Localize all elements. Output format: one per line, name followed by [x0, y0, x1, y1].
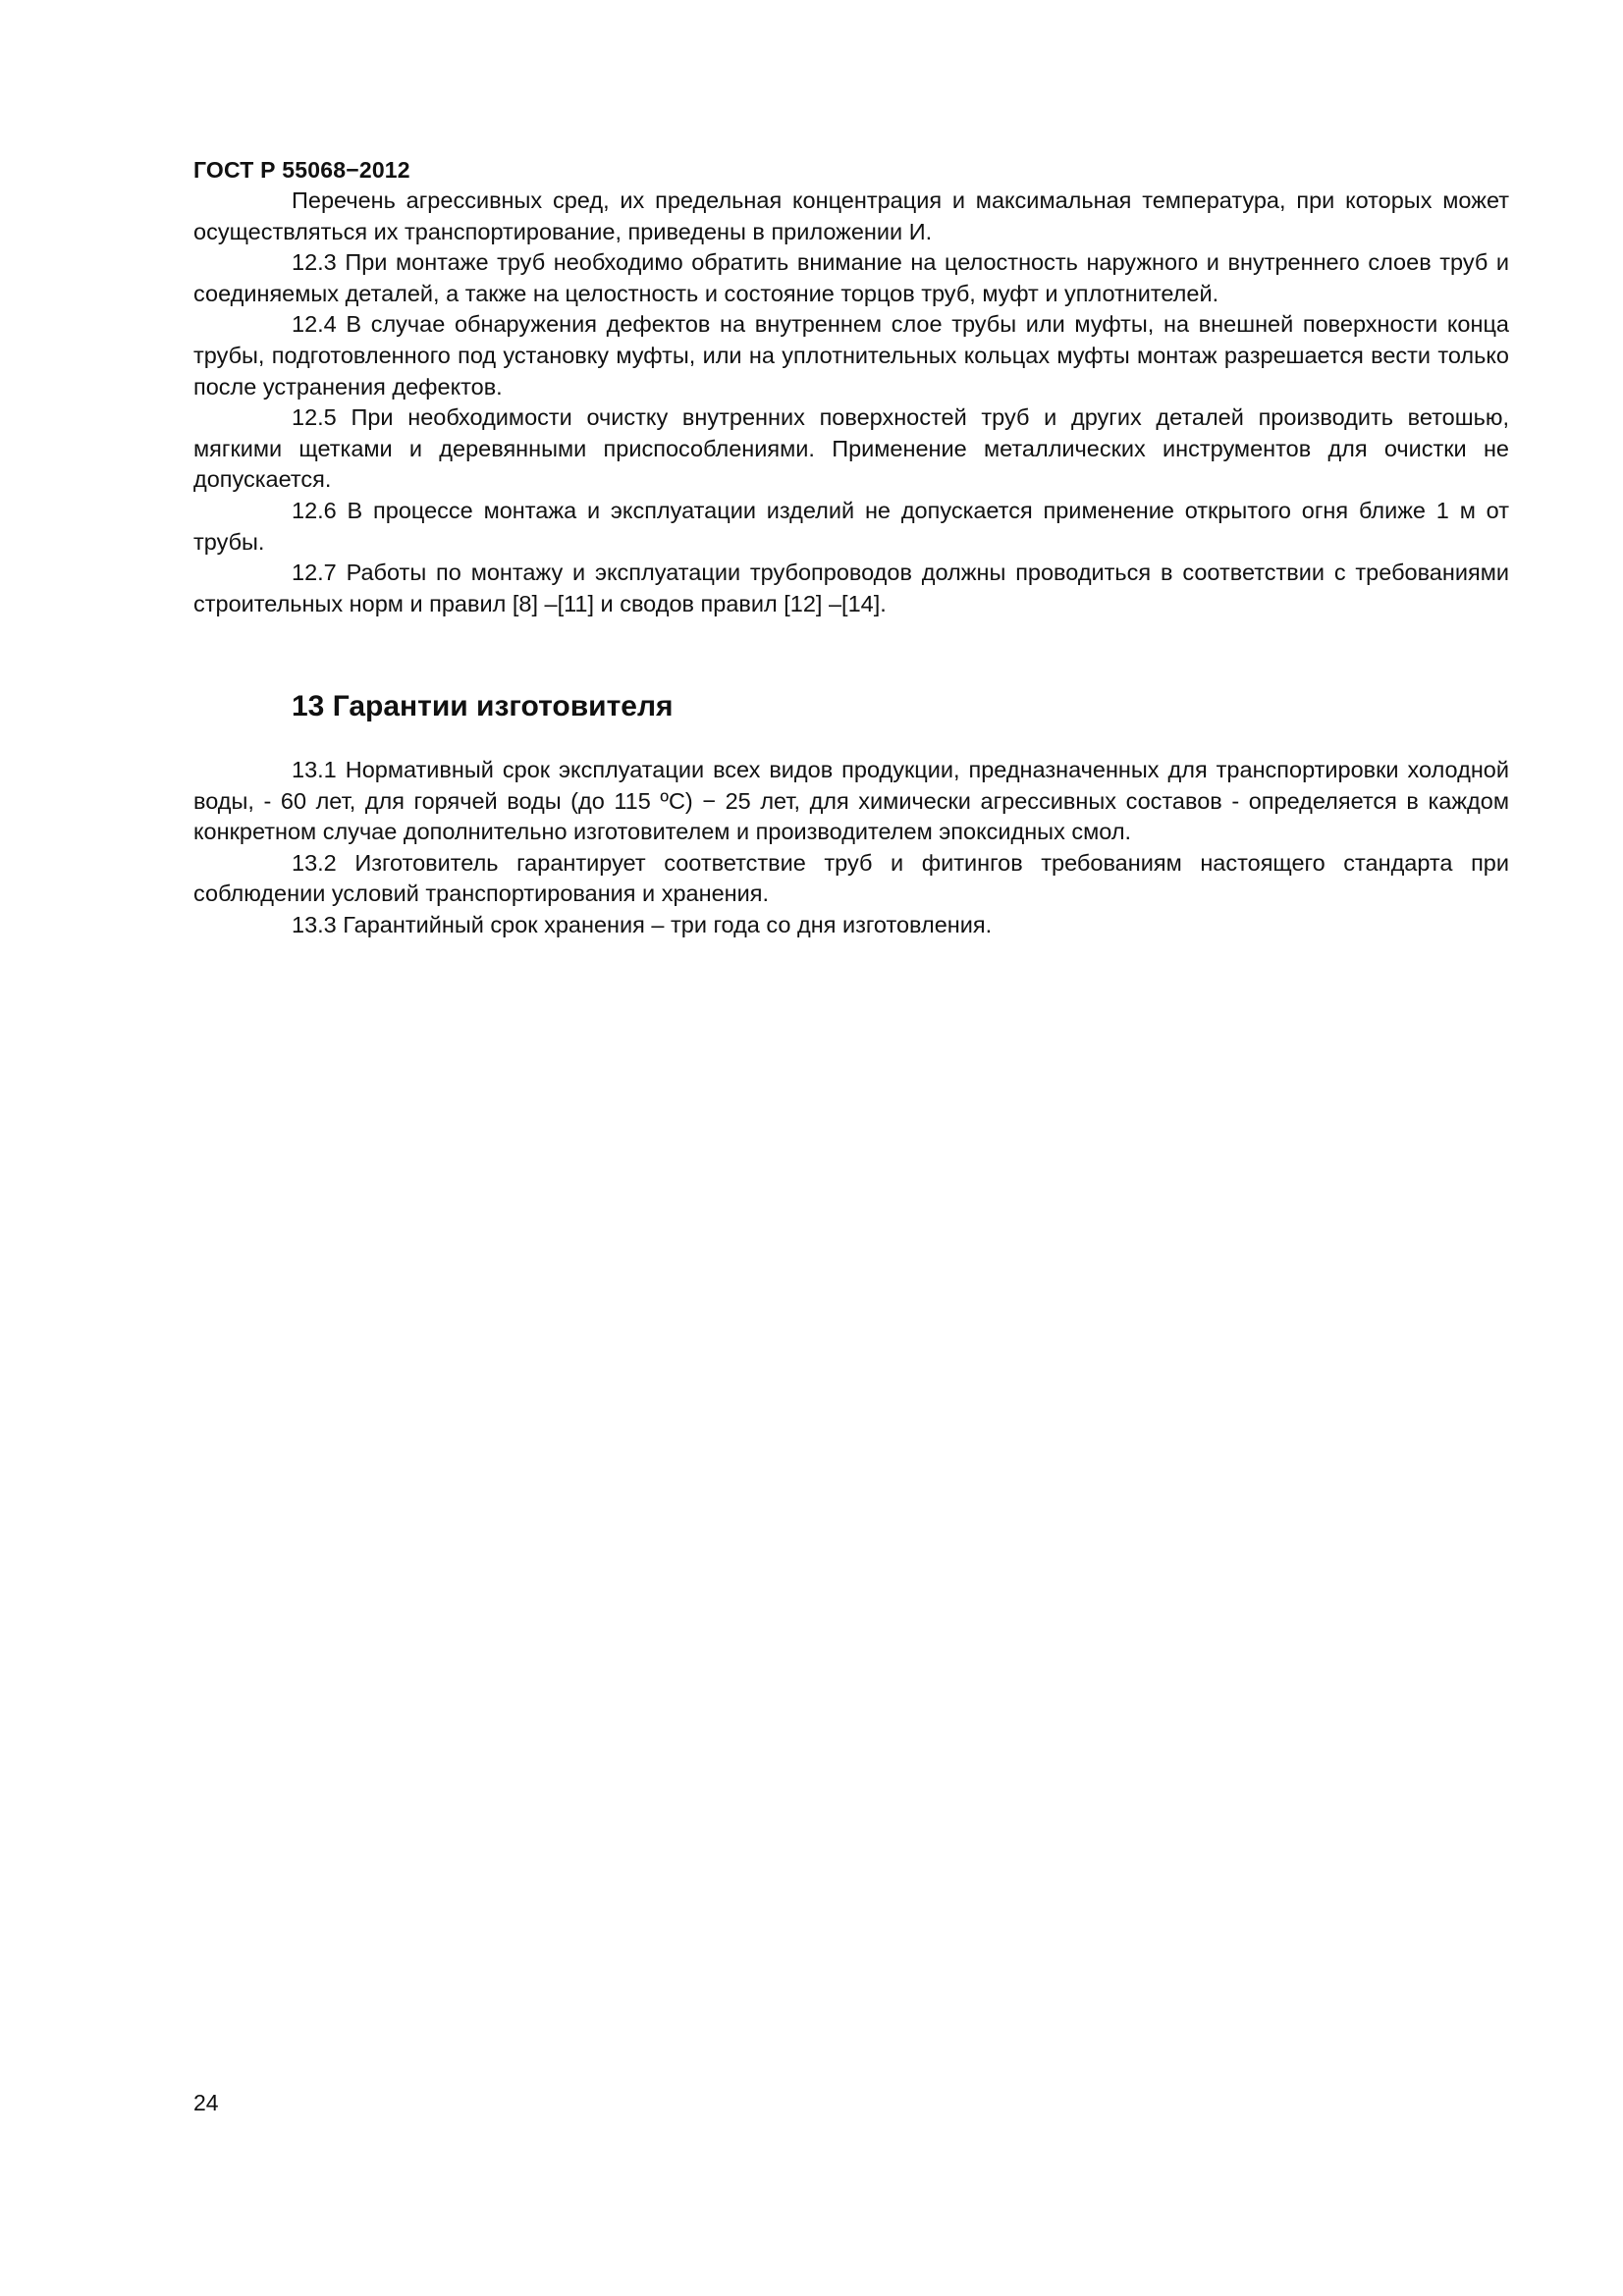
- paragraph-aggressive-media: Перечень агрессивных сред, их предельная концентрация и максимальная температура, при которых может осуществляться их транспортирование, приведены в приложении И.: [193, 187, 1509, 244]
- standard-code-header: ГОСТ Р 55068−2012: [193, 157, 410, 183]
- section-13-heading: 13 Гарантии изготовителя: [292, 690, 674, 722]
- section-13-body: [193, 755, 1509, 941]
- paragraph-13-2: 13.2 Изготовитель гарантирует соответствие труб и фитингов требованиям настоящего стандарта при соблюдении условий транспортирования и хранения.: [193, 849, 1509, 907]
- paragraph-12-5: 12.5 При необходимости очистку внутренних поверхностей труб и других деталей производить ветошью, мягкими щетками и деревянными приспособлениями. Применение металлических инструментов для очистки не допускается.: [193, 404, 1509, 493]
- paragraph-12-7: 12.7 Работы по монтажу и эксплуатации трубопроводов должны проводиться в соответствии с требованиями строительных норм и правил [8] –[11] и сводов правил [12] –[14].: [193, 560, 1509, 616]
- paragraph-12-3: 12.3 При монтаже труб необходимо обратить внимание на целостность наружного и внутреннего слоев труб и соединяемых деталей, а также на целостность и состояние торцов труб, муфт и уплотнителей.: [193, 249, 1509, 306]
- paragraph-12-6: 12.6 В процессе монтажа и эксплуатации изделий не допускается применение открытого огня ближе 1 м от трубы.: [193, 497, 1509, 555]
- paragraph-13-3: 13.3 Гарантийный срок хранения – три года со дня изготовления.: [292, 911, 993, 937]
- paragraph-13-1: 13.1 Нормативный срок эксплуатации всех видов продукции, предназначенных для транспортировки холодной воды, - 60 лет, для горячей воды (до 115 ºС) − 25 лет, для химически агрессивных составов - определяется в каждом конкретном случае дополнительно изготовителем и производителем эпоксидных смол.: [193, 757, 1509, 845]
- paragraph-12-4: 12.4 В случае обнаружения дефектов на внутреннем слое трубы или муфты, на внешней поверхности конца трубы, подготовленного под установку муфты, или на уплотнительных кольцах муфты монтаж разрешается вести только после устранения дефектов.: [193, 311, 1509, 400]
- section-12-body: [193, 186, 1509, 619]
- page-number: 24: [193, 2090, 219, 2115]
